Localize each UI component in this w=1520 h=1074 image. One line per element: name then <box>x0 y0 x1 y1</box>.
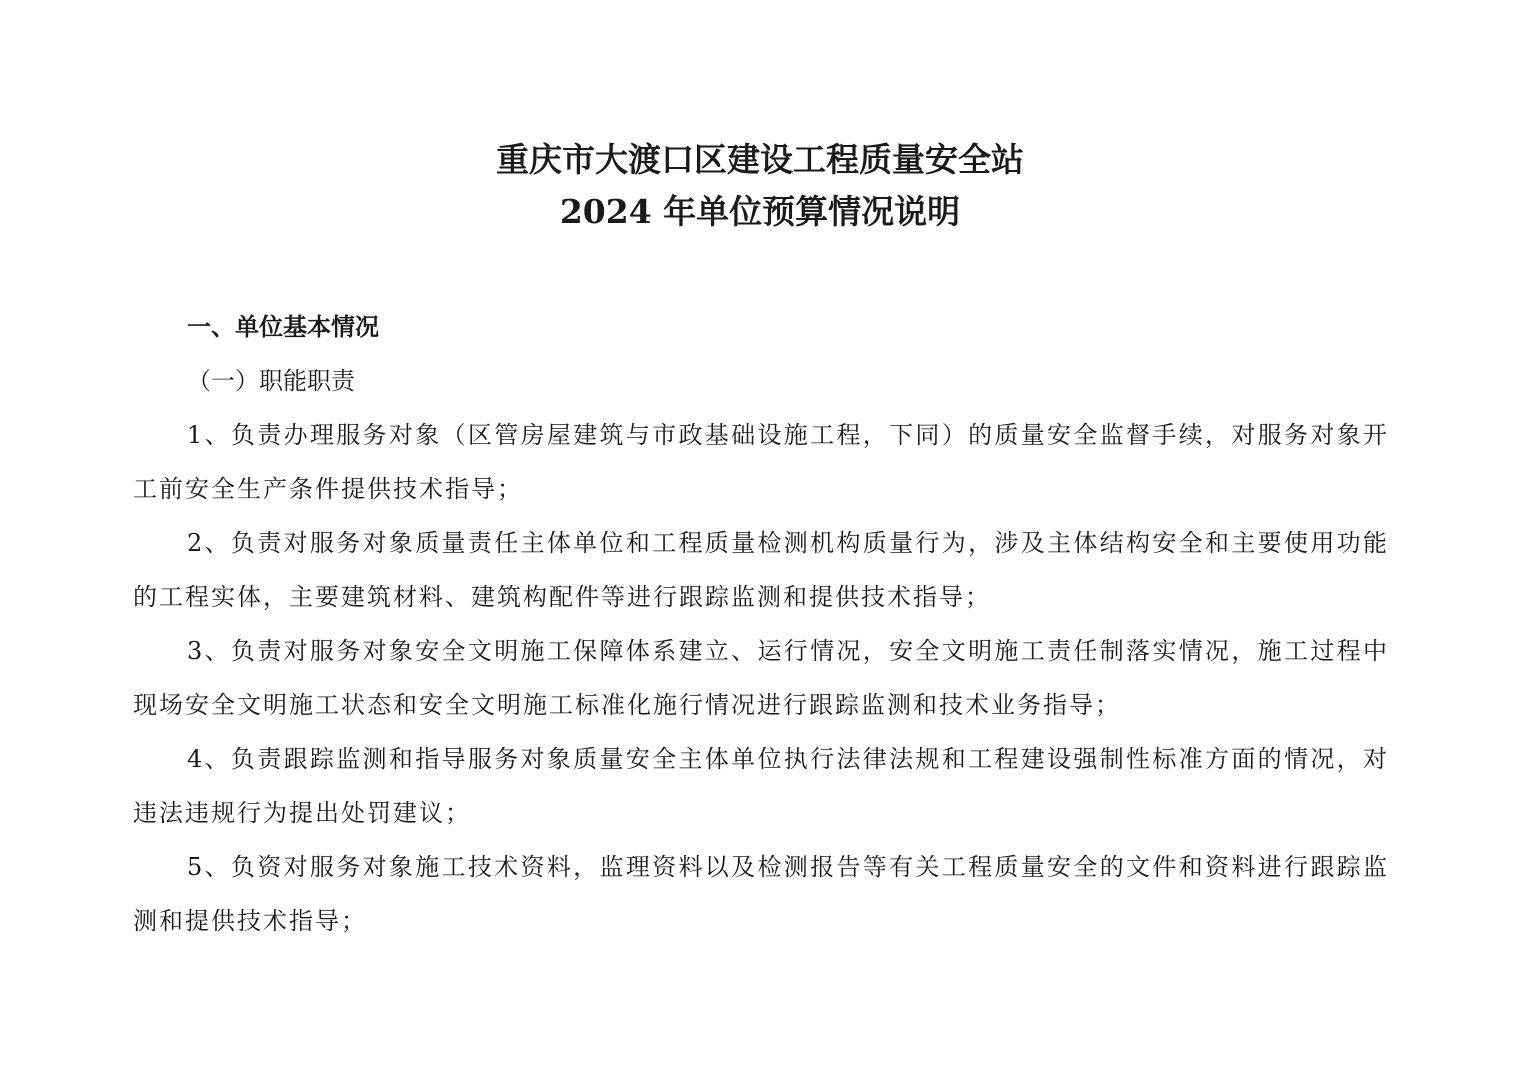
duty-paragraph-1: 1、负责办理服务对象（区管房屋建筑与市政基础设施工程，下同）的质量安全监督手续，对服务对象开工前安全生产条件提供技术指导； <box>133 421 1389 503</box>
subsection-heading: （一）职能职责 <box>187 367 355 395</box>
duty-paragraph-4: 4、负责跟踪监测和指导服务对象质量安全主体单位执行法律法规和工程建设强制性标准方面的情况，对违法违规行为提出处罚建议； <box>133 745 1389 827</box>
document-title <box>0 134 1520 238</box>
title-line-1: 重庆市大渡口区建设工程质量安全站 <box>496 140 1024 179</box>
document-body <box>133 300 1389 948</box>
title-line-2: 2024 年单位预算情况说明 <box>559 192 961 231</box>
duty-paragraph-2: 2、负责对服务对象质量责任主体单位和工程质量检测机构质量行为，涉及主体结构安全和主要使用功能的工程实体，主要建筑材料、建筑构配件等进行跟踪监测和提供技术指导； <box>133 529 1389 611</box>
section-heading: 一、单位基本情况 <box>187 313 379 341</box>
duty-paragraph-3: 3、负责对服务对象安全文明施工保障体系建立、运行情况，安全文明施工责任制落实情况，施工过程中现场安全文明施工状态和安全文明施工标准化施行情况进行跟踪监测和技术业务指导； <box>133 637 1389 719</box>
duty-paragraph-5: 5、负资对服务对象施工技术资料，监理资料以及检测报告等有关工程质量安全的文件和资料进行跟踪监测和提供技术指导； <box>133 853 1389 935</box>
